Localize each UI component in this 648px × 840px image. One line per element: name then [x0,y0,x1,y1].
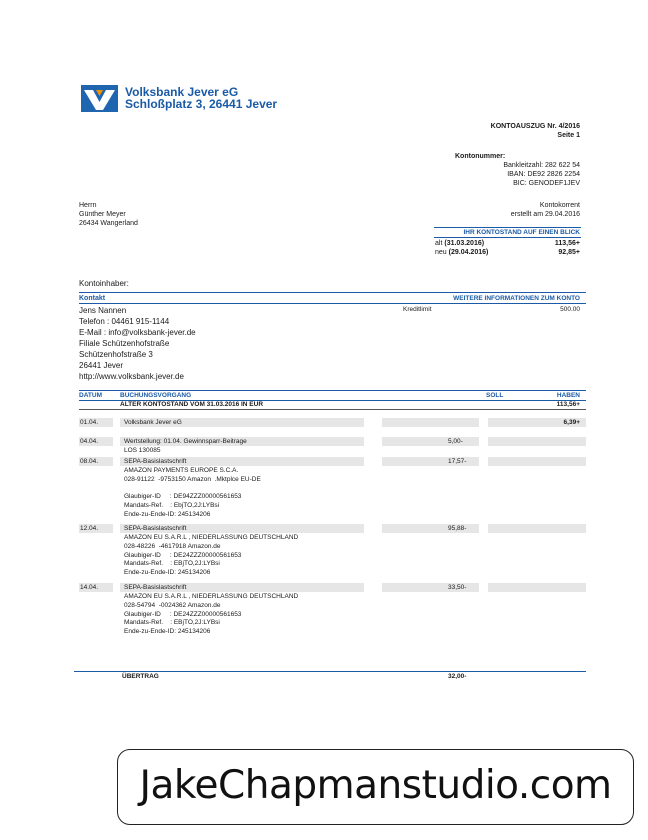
old-balance-value: 113,56+ [554,240,580,247]
table-row-detail: Ende-zu-Ende-ID: 245134206 [124,569,211,577]
bank-address: Schloßplatz 3, 26441 Jever [125,97,278,111]
table-row-detail: AMAZON PAYMENTS EUROPE S.C.A. [124,467,239,474]
table-row-title: Wertstellung: 01.04. Gewinnsparr-Beitrage [124,438,247,445]
table-rule-sub [79,409,586,410]
recipient-name: Günther Meyer [79,211,126,218]
row-band-credit [488,457,586,466]
balance-box-rule [434,227,581,228]
row-band-credit [488,583,586,592]
contact-heading: Kontakt [79,295,106,302]
row-band-debit [382,437,479,446]
old-balance-label: alt (31.03.2016) [435,240,485,247]
carry-rule [74,671,586,672]
table-row-detail: 028-54794 -0024362 Amazon.de [124,601,221,609]
carry-value: 32,00- [448,673,467,680]
contact-email[interactable]: E-Mail : info@volksbank-jever.de [79,328,196,337]
table-row-date: 01.04. [80,419,99,426]
contact-street: Schützenhofstraße 3 [79,350,153,359]
table-row-detail: Ende-zu-Ende-ID: 245134206 [124,511,211,518]
recipient-city: 26434 Wangerland [79,220,138,227]
bank-code: Bankleitzahl: 282 622 54 [503,162,580,169]
table-row-title: SEPA-Basislastschrift [124,458,187,465]
table-rule-top [79,390,586,391]
account-heading: Kontonummer: [455,153,506,160]
table-row-debit: 5,00- [448,438,463,445]
row-band-credit [488,437,586,446]
table-row-detail: AMAZON EU S.A.R.L , NIEDERLASSUNG DEUTSCHLAND [124,534,299,541]
table-row-detail: Mandats-Ref. : EBjTO,2J:LYBsi [124,619,220,627]
table-row-detail: Glaubiger-ID : DE24ZZZ00000561653 [124,551,242,559]
watermark-banner [117,749,634,825]
statement-page: Seite 1 [557,132,580,139]
credit-limit-value: 500.00 [560,306,580,313]
statement-number: KONTOAUSZUG Nr. 4/2016 [490,123,580,130]
contact-rule [79,292,586,293]
contact-website-link[interactable]: http://www.volksbank.jever.de [79,372,184,381]
table-row-date: 12.04. [80,525,99,532]
contact-city: 26441 Jever [79,361,124,370]
contact-rule-2 [79,303,586,304]
table-row-detail: Mandats-Ref. : EbjTO,2J:LYBsi [124,502,220,510]
contact-phone: Telefon : 04461 915-1144 [79,317,170,326]
table-row-credit: 6,39+ [563,419,580,426]
table-row-debit: 33,50- [448,584,467,591]
carry-label: ÜBERTRAG [122,673,159,680]
col-booking-header: BUCHUNGSVORGANG [120,392,192,399]
table-row-date: 04.04. [80,438,99,445]
credit-limit-label: Kreditlimit [403,306,432,313]
table-row-detail: AMAZON EU S.A.R.L , NIEDERLASSUNG DEUTSCHLAND [124,593,299,600]
table-row-title: SEPA-Basislastschrift [124,525,187,532]
iban: IBAN: DE92 2826 2254 [507,171,580,178]
contact-name: Jens Nannen [79,306,127,315]
new-balance-value: 92,85+ [558,249,580,256]
table-row-date: 14.04. [80,584,99,591]
table-row-detail: LOS 130085 [124,447,161,454]
table-row-title: Volksbank Jever eG [124,419,182,426]
table-row-detail: Ende-zu-Ende-ID: 245134206 [124,628,211,636]
row-band-debit [382,418,479,427]
col-date-header: DATUM [79,392,102,399]
balance-box-rule-2 [434,237,581,238]
info-heading: WEITERE INFORMATIONEN ZUM KONTO [453,295,580,302]
old-balance-row-value: 113,56+ [556,401,580,408]
bank-name: Volksbank Jever eG [125,85,239,99]
account-type: Kontokorrent [539,202,580,209]
table-row-detail: 028-48226 -4617918 Amazon.de [124,542,221,550]
table-row-detail: 028-91122 -9753150 Amazon .Mktplce EU-DE [124,475,261,483]
table-row-detail: Glaubiger-ID : DE24ZZZ00000561653 [124,610,242,618]
col-credit-header: HABEN [556,392,580,399]
table-row-detail: Glaubiger-ID : DE94ZZZ00000561653 [124,493,242,501]
col-debit-header: SOLL [486,392,504,399]
holder-label: Kontoinhaber: [79,279,129,288]
recipient-salutation: Herrn [79,202,97,209]
created-date: erstellt am 29.04.2016 [510,211,580,218]
table-row-date: 08.04. [80,458,99,465]
bic: BIC: GENODEF1JEV [513,180,580,187]
watermark-text: JakeChapmanstudio.com [139,763,612,808]
table-row-detail: Mandats-Ref. : EBjTO,2J:LYBsi [124,560,220,568]
table-row-title: SEPA-Basislastschrift [124,584,187,591]
table-row-debit: 17,57- [448,458,467,465]
old-balance-row-label: ALTER KONTOSTAND VOM 31.03.2016 IN EUR [120,401,264,408]
row-band-credit [488,524,586,533]
balance-box-title: IHR KONTOSTAND AUF EINEN BLICK [463,229,580,236]
bank-logo-icon [81,85,118,112]
new-balance-label: neu (29.04.2016) [435,249,489,256]
table-row-debit: 95,88- [448,525,467,532]
contact-branch: Filiale Schützenhofstraße [79,339,170,348]
